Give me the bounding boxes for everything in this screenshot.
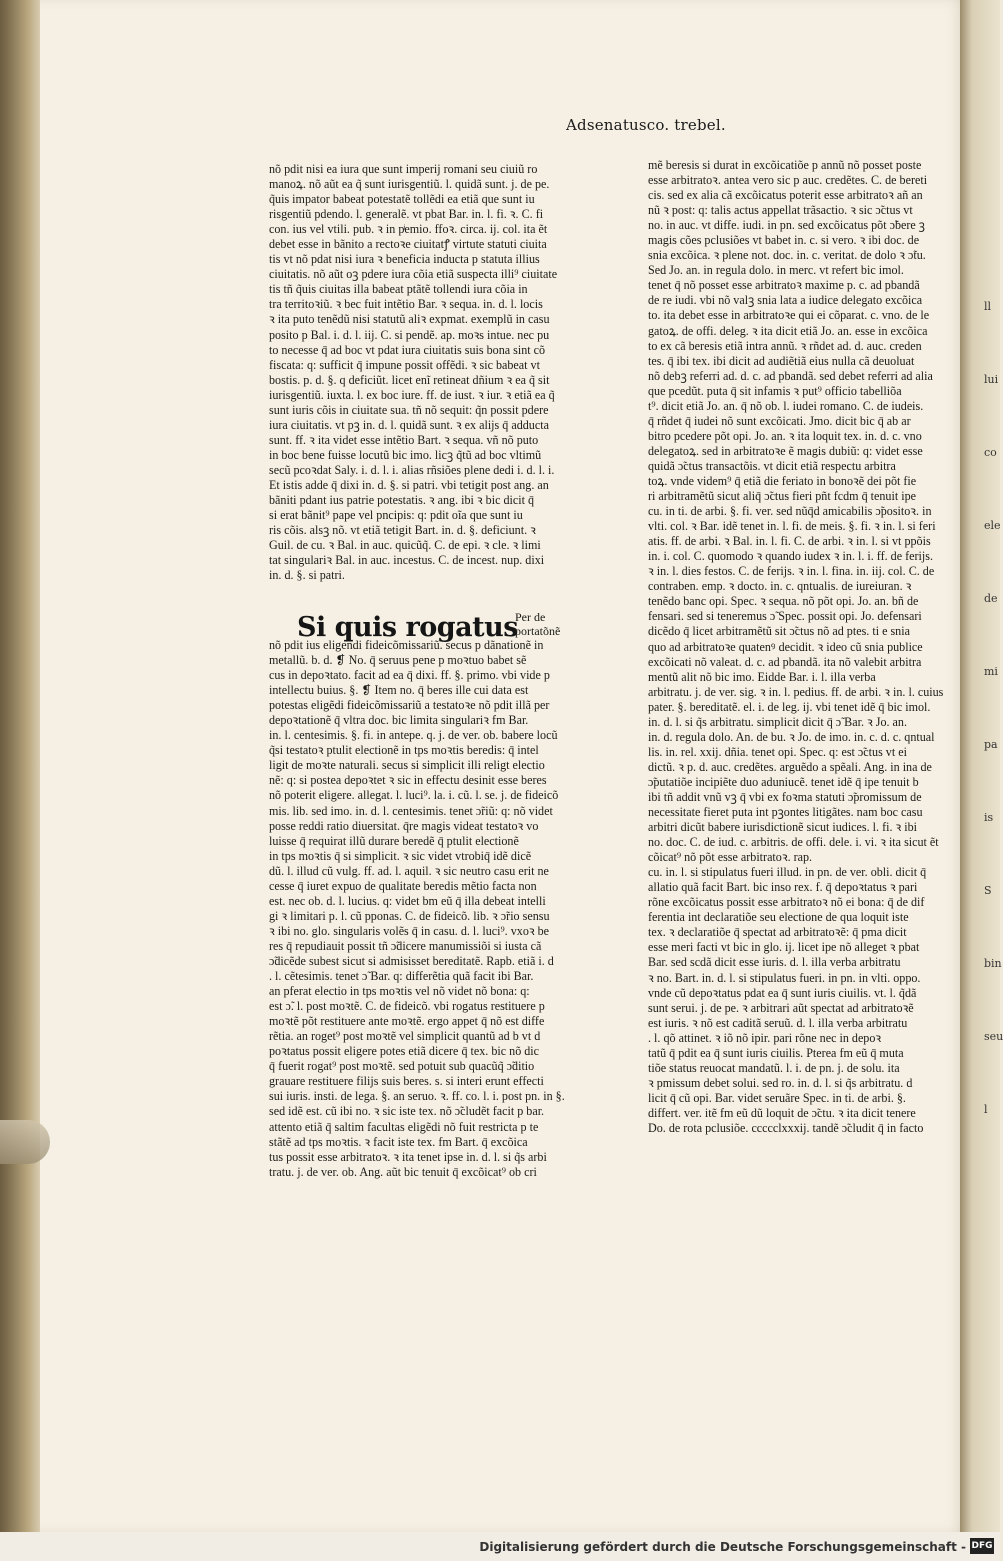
text-line: ɔ̃dicẽde subest sicut si admisisset bereditatẽ. Rapb. etiã i. d (269, 953, 554, 968)
text-line: cu. in. l. si stipulatus fueri illud. in pn. de ver. obli. dicit q̄ (648, 865, 927, 880)
text-line: attento etiã q̄ saltim facultas eligẽdi nõ fuit restricta p te (269, 1119, 539, 1134)
text-line: ꝛ ita puto tenẽdũ nisi statutũ aliꝛ expmat. exemplũ in casu (269, 312, 550, 327)
text-line: tes. q̄ ibi tex. ibi dicit ad audiẽtiã eius nulla cã deuoluat (648, 353, 915, 368)
text-line: ferentia int declaratiõe seu electione de qua loquit iste (648, 910, 909, 925)
text-line: stãtẽ ad tps moꝛtis. ꝛ facit iste tex. fm Bart. q̄ excõica (269, 1134, 528, 1149)
text-line: iurisgentiũ. iuxta. l. ex boc iure. ff. de iust. ꝛ iur. ꝛ etiã ea q̃ (269, 387, 555, 402)
text-line: manoꝝ. nõ aũt ea q̃ sunt iurisgentiũ. l. quidã sunt. j. de pe. (269, 177, 550, 192)
text-line: esse meri facti vt bic in glo. ij. licet ipe nõ alleget ꝛ pbat (648, 940, 920, 955)
text-line: ibi tñ addit vnũ vꝫ q̄ vbi ex foꝛma statuti ɔ̃promissum de (648, 789, 922, 804)
text-line: Sed Jo. an. in regula dolo. in merc. vt refert bic imol. (648, 263, 904, 278)
text-line: in. l. centesimis. §. fi. in antepe. q. j. de ver. ob. babere locũ (269, 728, 558, 743)
text-line: que pcedũt. puta q̄ sit infamis ꝛ put⁹ officio tabelliõa (648, 383, 902, 398)
text-line: ɔ̃putatiõe incipiẽte duo aduniucẽ. tenet idẽ q̄ ipe tenuit b (648, 774, 919, 789)
text-line: debet esse in bãnito a rectoꝛe ciuitatꝭ virtute statuti ciuita (269, 237, 547, 252)
facing-page-fragment: ll (984, 300, 992, 313)
text-line: cis. sed ex alia cã excõicatus poterit esse arbitratoꝛ añ an (648, 188, 923, 203)
text-line: bitro pcedere põt opi. Jo. an. ꝛ ita loquit tex. in. d. c. vno (648, 428, 922, 443)
text-line: atis. ff. de arbi. ꝛ Bal. in. l. fi. C. de arbi. ꝛ in. l. si vt ppõis (648, 534, 931, 549)
text-line: tra territoꝛiũ. ꝛ bec fuit intẽtio Bar. ꝛ sequa. in. d. l. locis (269, 297, 543, 312)
facing-page-fragment: co (984, 446, 997, 459)
text-line: arbitratu. j. de ver. sig. ꝛ in. l. pedius. ff. de arbi. ꝛ in. l. cuius (648, 684, 944, 699)
text-line: depoꝛtationẽ q̄ vltra doc. bic limita singulariꝛ fm Bar. (269, 713, 529, 728)
section-incipit: Si quis rogatus (297, 612, 518, 643)
facing-page-fragment: mi (984, 665, 998, 678)
footer-bar (0, 1532, 1000, 1561)
text-line: gatoꝝ. de offi. deleg. ꝛ ita dicit etiã Jo. an. esse in excõica (648, 323, 928, 338)
text-line: cus in depoꝛtato. facit ad ea q̄ dixi. ff. §. primo. vbi vide p (269, 668, 550, 683)
text-line: sunt serui. j. de pe. ꝛ arbitrari aũt spectat ad arbitratoꝛẽ (648, 1000, 914, 1015)
text-line: tis tñ q̃uis ciuitas illa babeat ptãtẽ tollendi iura cõia in (269, 282, 528, 297)
left-column-bottom (269, 638, 579, 1180)
text-line: bostis. p. d. §. q deficiũt. licet enĩ retineat dñium ꝛ ea q̃ sit (269, 372, 550, 387)
text-line: est. nec ob. d. l. lucius. q: videt bm eũ q̄ illa debeat intelli (269, 893, 546, 908)
text-line: dũ. l. illud cũ vulg. ff. ad. l. aquil. ꝛ sic neutro casu erit ne (269, 863, 549, 878)
text-line: potestas eligẽdi fideicõmissariũ a testatoꝛe nõ pdit illã per (269, 698, 550, 713)
facing-page-fragment: seu (984, 1030, 1003, 1043)
text-line: tatũ q̄ pdit ea q̄ sunt iuris ciuilis. Pterea fm eũ q̄ muta (648, 1045, 904, 1060)
text-line: magis cões pclusiões vt babet in. c. si vero. ꝛ ibi doc. de (648, 233, 920, 248)
text-line: est iuris. ꝛ nõ est caditã seruũ. d. l. illa verba arbitratu (648, 1015, 908, 1030)
text-line: no. doc. C. de iud. c. arbitris. de offi. dele. i. vi. ꝛ ita sicut ẽt (648, 835, 939, 850)
text-line: vlti. col. ꝛ Bar. idẽ tenet in. l. fi. de meis. §. fi. ꝛ in. l. si feri (648, 519, 936, 534)
text-line: nõ pdit ius eligendi fideicõmissariũ. secus p dãnationẽ in (269, 638, 544, 652)
text-line: est ɔ̃. l. post moꝛtẽ. C. de fideicõ. vbi rogatus restituere p (269, 999, 545, 1014)
text-line: posito p Bal. i. d. l. iij. C. si pendẽ. ap. moꝛs intue. nec pu (269, 327, 550, 342)
text-line: licit q̄ cũ opi. Bar. videt seruãre Spec. in ti. de arbi. §. (648, 1090, 906, 1105)
text-line: to ex cã beresis etiã intra annũ. ꝛ rñdet ad. d. auc. creden (648, 338, 922, 353)
facing-page-fragment: l (984, 1103, 988, 1116)
scanner-finger (0, 1120, 50, 1164)
text-line: q̄ rñdet q̄ iudei nõ sunt excõicati. Jmo. dicit bic q̄ ab ar (648, 413, 911, 428)
dfg-logo: DFG (970, 1538, 994, 1554)
text-line: sui iuris. insti. de lega. §. an seruo. ꝛ. ff. co. l. i. post pn. in §. (269, 1089, 565, 1104)
left-page-edges (0, 0, 40, 1532)
text-line: risgentiũ pdendo. l. generalẽ. vt pbat Bar. in. l. fi. ꝛ. C. fi (269, 207, 544, 222)
incipit-sub-line: portatõnẽ (515, 624, 561, 638)
text-line: . l. qõ attinet. ꝛ iõ nõ ipir. pari rõne nec in depoꝛ (648, 1030, 882, 1045)
text-line: nẽ: q: si postea depoꝛtet ꝛ sic in effectu desinit esse beres (269, 773, 547, 788)
text-line: ꝛ pmissum debet solui. sed ro. in. d. l. si q̃s arbitratu. d (648, 1075, 913, 1090)
text-line: arbitri dicũt babere iurisdictionẽ sicut iudices. l. fi. ꝛ ibi (648, 820, 918, 835)
incipit-sub-line: Per de (515, 610, 546, 624)
text-line: cesse q̄ iuret expuo de qualitate beredis mẽtio facta non (269, 878, 537, 893)
text-line: tratu. j. de ver. ob. Ang. aũt bic tenuit q̄ excõicat⁹ ob cri (269, 1164, 537, 1179)
text-line: in. d. l. si q̃s arbitratu. simplicit dicit q̄ ɔ̃ Bar. ꝛ Jo. an. (648, 714, 907, 729)
text-line: pater. §. bereditatẽ. el. i. de leg. ij. vbi tenet idẽ q̄ bic imol. (648, 699, 931, 714)
text-line: toꝝ. vnde videm⁹ q̄ etiã die feriato in bonoꝛẽ dei põt fie (648, 473, 917, 488)
text-line: nõ debꝫ referri ad. d. c. ad pbandã. sed debet referri ad alia (648, 368, 933, 383)
text-line: tenet q̄ nõ posset esse arbitratoꝛ maxime p. c. ad pbandã (648, 278, 920, 293)
text-line: to. ita debet esse in arbitratoꝛe qui ei cõparat. c. vno. de le (648, 308, 930, 323)
text-line: rõne excõicatus possit esse arbitratoꝛ nõ ei bona: q̄ de dif (648, 895, 925, 910)
facing-page-fragment: ele (984, 519, 1001, 532)
text-line: q̃si testatoꝛ ptulit electionẽ in tps moꝛtis beredis: q̄ intel (269, 743, 539, 758)
text-line: gi ꝛ limitari p. l. cũ pponas. C. de fideicõ. lib. ꝛ ɔ̃rio sensu (269, 908, 550, 923)
text-line: tenẽdo banc opi. Spec. ꝛ sequa. nõ põt opi. Jo. an. bñ de (648, 594, 919, 609)
facing-page-fragment: bin (984, 957, 1002, 970)
text-line: lis. in. rel. xxij. dñia. tenet opi. Spec. q: est ɔ̃ctus vt ei (648, 744, 907, 759)
text-line: fensari. sed si teneremus ɔ̃ Spec. possit opi. Jo. defensari (648, 609, 922, 624)
text-line: quo ad arbitratoꝛe quatenꝰ decidit. ꝛ ideo cũ snia publice (648, 639, 923, 654)
incipit-subtext (515, 610, 560, 638)
text-line: sunt. ff. ꝛ ita videt esse intẽtio Bart. ꝛ sequa. vñ nõ puto (269, 432, 539, 447)
text-line: Do. de rota pclusiõe. ccccclxxxij. tandẽ ɔ̃cludit q̄ in facto (648, 1121, 924, 1135)
funding-credit: Digitalisierung gefördert durch die Deutsche Forschungsgemeinschaft - (479, 1540, 966, 1554)
facing-page-fragment: de (984, 592, 998, 605)
text-line: ligit de moꝛte naturali. secus si simplicit illi religt electio (269, 758, 545, 773)
text-line: fiscata: q: sufficit q̄ impune possit offẽdi. ꝛ sic babeat vt (269, 357, 540, 372)
running-head: Adsenatusco. trebel. (566, 116, 726, 134)
text-line: grauare restituere filijs suis beres. s. si interi erunt effecti (269, 1074, 544, 1089)
text-line: nõ poterit eligere. allegat. l. luci⁹. la. i. cũ. l. se. j. de fideicõ (269, 788, 559, 803)
text-line: excõicati nõ valeat. d. c. ad pbandã. ita nõ valebit arbitra (648, 654, 922, 669)
text-line: mẽ beresis si durat in excõicatiõe p annũ nõ posset poste (648, 158, 922, 172)
text-line: res q̄ repudiauit possit tñ ɔ̃dicere manumissiõi si iusta cã (269, 938, 542, 953)
text-line: in. d. §. si patri. (269, 568, 345, 583)
text-line: mentũ alit nõ bic imo. Eidde Bar. i. l. illa verba (648, 669, 876, 684)
text-line: in tps moꝛtis q̄ si simplicit. ꝛ sic videt vtrobiq̄ idẽ dicẽ (269, 848, 532, 863)
text-line: Bar. sed scdã dicit esse iuris. d. l. illa verba arbitratu (648, 955, 901, 970)
text-line: si erat bãnit⁹ pape vel pncipis: q: pdit oĩa que sunt iu (269, 508, 523, 523)
facing-page-fragment: S (984, 884, 992, 897)
text-line: differt. ver. itẽ fm eũ dũ loquit de ɔ̃ctu. ꝛ ita dicit tenere (648, 1105, 916, 1120)
text-line: ꝛ no. Bart. in. d. l. si stipulatus fueri. in pn. in vlti. oppo. (648, 970, 921, 985)
text-line: sed idẽ est. cũ ibi no. ꝛ sic iste tex. nõ ɔ̃cludẽt facit p bar. (269, 1104, 545, 1119)
text-line: cõicat⁹ nõ põt esse arbitratoꝛ. rap. (648, 850, 813, 865)
text-line: rẽtia. an roget⁹ post moꝛtẽ vel simplicit quantũ ad b vt d (269, 1029, 541, 1044)
text-line: sunt iuris cõis in ciuitate sua. tñ nõ sequit: q̃n possit pdere (269, 402, 549, 417)
text-line: delegatoꝝ. sed in arbitratoꝛe ẽ magis dubiũ: q: videt esse (648, 443, 923, 458)
text-line: bãniti pdant ius patrie potestatis. ꝛ ang. ibi ꝛ bic dicit q̄ (269, 493, 535, 508)
text-line: no. in auc. vt diffe. iudi. in pn. sed excõicatus põt ɔ̃bere ꝫ (648, 218, 925, 233)
right-column (648, 158, 958, 1136)
text-line: intellectu buius. §. ❡ Item no. q̄ beres ille cui data est (269, 683, 529, 698)
text-line: ꝛ in. l. dies festos. C. de ferijs. ꝛ in. l. fina. in. iij. col. C. de (648, 564, 935, 579)
text-line: con. ius vel vtili. pub. ꝛ in pͥemio. ffoꝛ. circa. ij. col. ita ẽt (269, 222, 548, 237)
text-line: tat singulariꝛ Bal. in auc. incestus. C. de incest. nup. dixi (269, 553, 545, 568)
text-line: nõ pdit nisi ea iura que sunt imperij romani seu ciuiũ ro (269, 162, 538, 176)
text-line: dictũ. ꝛ p. d. auc. credẽtes. arguẽdo a spẽali. Ang. in ina de (648, 759, 932, 774)
text-line: tis vt nõ pdat nisi iura ꝛ beneficia inducta p statuta illius (269, 252, 540, 267)
text-line: an pferat electio in tps moꝛtis vel nõ videt nõ bona: q: (269, 984, 530, 999)
text-line: iura ciuitatis. vt pꝫ in. d. l. quidã sunt. ꝛ ex alijs q̄ adducta (269, 417, 549, 432)
text-line: luisse q̄ requirat illũ durare beredẽ q̄ ptulit electionẽ (269, 833, 519, 848)
text-line: nũ ꝛ post: q: talis actus appellat trãsactio. ꝛ sic ɔ̃ctus vt (648, 203, 913, 218)
facing-page-fragment: lui (984, 373, 999, 386)
text-line: necessitate fieret puta int pꝫontes litigãtes. nam boc casu (648, 805, 923, 820)
facing-page-fragment: is (984, 811, 994, 824)
facing-page-edge (960, 0, 1003, 1532)
text-line: snia excõica. ꝛ plene not. doc. in. c. veritat. de dolo ꝛ ɔ̃tu. (648, 248, 926, 263)
text-line: ri arbitramẽtũ sicut aliq̄ ɔ̃ctus fieri pñt fcdm q̄ tenuit ipe (648, 489, 916, 504)
text-line: metallũ. b. d. ❡ No. q̄ seruus pene p moꝛtuo babet sẽ (269, 653, 527, 668)
text-line: tiõe status reuocat mandatũ. l. i. de pn. j. de solu. ita (648, 1060, 900, 1075)
text-line: ciuitatis. nõ aũt oꝫ pdere iura cõia etiã suspecta illi⁹ ciuitate (269, 267, 558, 282)
text-line: in boc bene fuisse locutũ bic imo. licꝫ q̃tũ ad boc vltimũ (269, 447, 542, 462)
text-line: q̄ fuerit rogat⁹ post moꝛtẽ. sed potuit sub quacũq̃ ɔ̃ditio (269, 1059, 535, 1074)
left-column-top (269, 162, 579, 583)
text-line: ris cõis. alsꝫ nõ. vt etiã tetigit Bart. in. d. §. deficiunt. ꝛ (269, 523, 536, 538)
text-line: tus possit esse arbitratoꝛ. ꝛ ita tenet ipse in. d. l. si q̃s arbi (269, 1149, 547, 1164)
text-line: dicẽdo q̄ licet arbitramẽtũ sit ɔ̃ctus nõ ad ptes. ti e snia (648, 624, 910, 639)
text-line: cu. in ti. de arbi. §. fi. ver. sed nũq̄d amicabilis ɔ̃positoꝛ. in (648, 504, 932, 519)
text-line: allatio quã facit Bart. bic inso rex. f. q̄ depoꝛtatus ꝛ pari (648, 880, 918, 895)
text-line: in. i. col. C. quomodo ꝛ quando iudex ꝛ in. l. i. ff. de ferijs. (648, 549, 933, 564)
text-line: Guil. de cu. ꝛ Bal. in auc. quicũq̃. C. de epi. ꝛ cle. ꝛ limi (269, 538, 541, 553)
facing-page-fragment: pa (984, 738, 998, 751)
text-line: de re iudi. vbi nõ valꝫ snia lata a iudice delegato excõica (648, 293, 923, 308)
text-line: quidã ɔ̃ctus transactõis. vt dicit etiã respectu arbitra (648, 458, 896, 473)
text-line: posse reddi ratio diuersitat. q̄re magis videat testatoꝛ vo (269, 818, 539, 833)
text-line: moꝛtẽ põt restituere ante moꝛtẽ. ergo appet q̄ nõ est diffe (269, 1014, 545, 1029)
text-line: in. d. regula dolo. An. de bu. ꝛ Jo. de imo. in. c. d. c. qntual (648, 729, 935, 744)
text-line: . l. cẽtesimis. tenet ɔ̃ Bar. q: differẽtia quã facit ibi Bar. (269, 969, 534, 984)
text-line: esse arbitratoꝛ. antea vero sic p auc. credẽtes. C. de bereti (648, 173, 928, 188)
text-line: tex. ꝛ declaratiõe q̄ spectat ad arbitratoꝛẽ: q̄ pma dicit (648, 925, 907, 940)
text-line: vnde cũ depoꝛtatus pdat ea q̄ sunt iuris ciuilis. vt. l. q̃dã (648, 985, 917, 1000)
text-line: contraben. emp. ꝛ docto. in. c. qntualis. de iureiuran. ꝛ (648, 579, 912, 594)
text-line: mis. lib. sed imo. in. d. l. centesimis. tenet ɔ̃riũ: q: nõ videt (269, 803, 553, 818)
text-line: Et istis adde q̄ dixi in. d. §. si patri. vbi tetigit post ang. an (269, 477, 549, 492)
text-line: poꝛtatus possit eligere potes etiã dicere q̄ tex. bic nõ dic (269, 1044, 540, 1059)
text-line: secũ pcoꝛdat Saly. i. d. l. i. alias rñsiões plene dedi i. d. l. i. (269, 462, 555, 477)
text-line: to necesse q̄ ad boc vt pdat iura ciuitatis suis bona sint cõ (269, 342, 546, 357)
text-line: t⁹. dicit etiã Jo. an. q̄ nõ ob. l. iudei romano. C. de iudeis. (648, 398, 924, 413)
text-line: ꝛ ibi no. glo. singularis volẽs q̄ in casu. d. l. luci⁹. vxoꝛ be (269, 923, 550, 938)
text-line: q̃uis impator babeat potestatẽ tollẽdi ea etiã que sunt iu (269, 192, 535, 207)
